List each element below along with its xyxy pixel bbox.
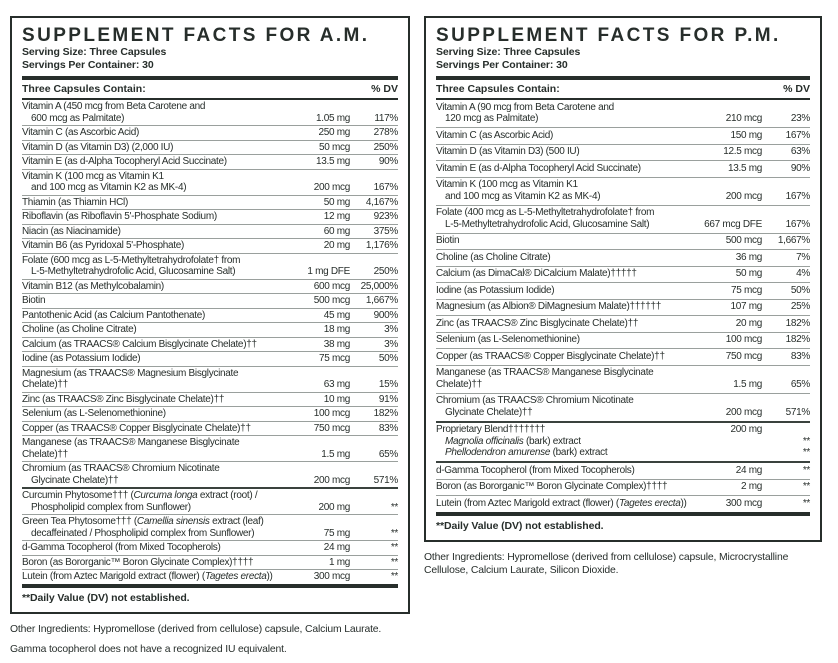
ingredient-name: Vitamin E (as d-Alpha Tocopheryl Acid Succinate) [22, 156, 227, 167]
ingredient-dv: 23% [790, 113, 810, 124]
table-row [22, 461, 398, 487]
ingredient-name: Vitamin B6 (as Pyridoxal 5'-Phosphate) [22, 240, 185, 251]
ingredient-dv: 1,667% [365, 295, 398, 306]
ingredient-dv: 923% [373, 211, 398, 222]
table-row [22, 308, 398, 323]
ingredient-name: Iodine (as Potassium Iodide) [22, 353, 141, 364]
ingredient-amount: 75 mg [323, 527, 350, 539]
table-row [436, 205, 810, 233]
ingredient-amount: 50 mg [323, 196, 350, 208]
ingredient-amount: 12 mg [323, 211, 350, 222]
pm-contain-label: Three Capsules Contain: [436, 83, 560, 95]
ingredient-dv: 1,176% [365, 240, 398, 251]
ingredient-name: Folate (600 mcg as L-5-Methyltetrahydrofolate† from L-5-Methyltetrahydrofolic Acid, Glucosamine Salt) [22, 254, 241, 277]
am-serving-size: Serving Size: Three Capsules [22, 46, 167, 58]
ingredient-name: Vitamin C (as Ascorbic Acid) [436, 129, 554, 141]
ingredient-amount: 45 mg [323, 309, 350, 321]
ingredient-dv: 167% [373, 182, 398, 193]
ingredient-amount: 210 mcg [725, 113, 762, 124]
table-row [436, 421, 810, 462]
pm-other-ingredients-notes [424, 551, 822, 577]
ingredient-dv: 4% [796, 268, 810, 279]
ingredient-name: Manganese (as TRAACS® Manganese Bisglycinate Chelate)†† [436, 367, 654, 390]
table-row [22, 540, 398, 555]
ingredient-amount: 13.5 mg [727, 162, 762, 174]
ingredient-amount: 1 mg [328, 556, 350, 568]
ingredient-name: Lutein (from Aztec Marigold extract (flower) (Tagetes erecta)) [436, 497, 687, 509]
table-row [22, 279, 398, 294]
table-row [22, 406, 398, 421]
ingredient-amount: 200 mg [730, 424, 762, 435]
table-row [22, 421, 398, 436]
ingredient-name: Vitamin D (as Vitamin D3) (2,000 IU) [22, 141, 174, 153]
ingredient-amount: 75 mcg [731, 284, 762, 296]
ingredient-name: Manganese (as TRAACS® Manganese Bisglycinate Chelate)†† [22, 437, 240, 460]
ingredient-amount: 300 mcg [313, 571, 350, 582]
ingredient-amount: 24 mg [735, 464, 762, 476]
table-row [22, 351, 398, 366]
ingredient-name: Iodine (as Potassium Iodide) [436, 284, 555, 296]
table-row [22, 293, 398, 308]
ingredient-dv: 182% [785, 317, 810, 329]
ingredient-dv: 167% [785, 129, 810, 141]
am-servings-per-container: Servings Per Container: 30 [22, 59, 154, 71]
ingredient-amount: 200 mcg [725, 406, 762, 418]
table-row [22, 569, 398, 584]
pm-servings-per-container: Servings Per Container: 30 [436, 59, 568, 71]
ingredient-amount: 200 mg [318, 501, 350, 513]
ingredient-dv: 117% [374, 112, 398, 124]
ingredient-name: Vitamin K (100 mcg as Vitamin K1 and 100 mcg as Vitamin K2 as MK-4) [22, 170, 187, 193]
ingredient-dv: 375% [373, 225, 398, 237]
ingredient-dv: 250% [373, 266, 398, 277]
ingredient-name: Riboflavin (as Riboflavin 5'-Phosphate Sodium) [22, 211, 217, 222]
ingredient-name: Vitamin K (100 mcg as Vitamin K1 and 100 mcg as Vitamin K2 as MK-4) [436, 179, 601, 202]
table-row [22, 392, 398, 407]
ingredient-name: Thiamin (as Thiamin HCl) [22, 196, 128, 208]
ingredient-name: Green Tea Phytosome††† (Camellia sinensis extract (leaf) decaffeinated / Phospholipid complex from Sunflower) [22, 516, 264, 539]
ingredient-amount: 100 mcg [725, 334, 762, 345]
ingredient-dv: 571% [785, 406, 810, 418]
ingredient-dv: ** [802, 497, 810, 509]
table-row [22, 224, 398, 239]
table-row [22, 555, 398, 570]
table-row [436, 249, 810, 266]
ingredient-dv: ** [390, 542, 398, 553]
am-table-header [22, 76, 398, 100]
ingredient-name: Folate (400 mcg as L-5-Methyltetrahydrofolate† from L-5-Methyltetrahydrofolic Acid, Glucosamine Salt) [436, 207, 655, 230]
table-row [22, 337, 398, 352]
table-row [436, 479, 810, 496]
ingredient-dv: 900% [373, 309, 398, 321]
ingredient-name: Niacin (as Niacinamide) [22, 225, 121, 237]
table-row [22, 169, 398, 195]
table-row [22, 514, 398, 540]
table-row [436, 365, 810, 393]
ingredient-name: Vitamin A (450 mcg from Beta Carotene and 600 mcg as Palmitate) [22, 101, 206, 124]
table-row [22, 209, 398, 224]
ingredient-name: Boron (as Bororganic™ Boron Glycinate Complex)†††† [436, 481, 668, 492]
ingredient-amount: 1.05 mg [315, 112, 350, 124]
ingredient-dv: 250% [373, 141, 398, 153]
ingredient-dv: 4,167% [365, 196, 398, 208]
ingredient-amount: 300 mcg [725, 497, 762, 509]
table-row [436, 177, 810, 205]
table-row [22, 100, 398, 125]
ingredient-dv: 65% [378, 448, 398, 460]
ingredient-dv: 25% [790, 301, 810, 312]
ingredient-amount: 200 mcg [725, 190, 762, 202]
ingredient-amount: 1 mg DFE [307, 266, 350, 277]
pm-supplement-facts-box [424, 16, 822, 542]
table-row [436, 461, 810, 479]
table-row [436, 100, 810, 127]
ingredient-name: Phellodendron amurense (bark) extract [445, 447, 608, 458]
am-dv-column-header: % DV [371, 83, 398, 95]
ingredient-amount: 24 mg [323, 542, 350, 553]
ingredient-dv: 63% [790, 146, 810, 157]
pm-table-header [436, 76, 810, 100]
ingredient-amount: 750 mcg [725, 350, 762, 362]
ingredient-dv: 15% [378, 379, 398, 390]
ingredient-dv: 90% [790, 162, 810, 174]
ingredient-dv: 278% [373, 127, 398, 138]
ingredient-name: Choline (as Choline Citrate) [436, 251, 551, 263]
ingredient-amount: 10 mg [323, 393, 350, 405]
table-row [22, 195, 398, 210]
ingredient-name: Selenium (as L-Selenomethionine) [22, 408, 166, 419]
table-row [436, 127, 810, 144]
ingredient-amount: 60 mg [323, 225, 350, 237]
ingredient-name: Magnesium (as TRAACS® Magnesium Bisglycinate Chelate)†† [22, 367, 239, 390]
table-row [22, 140, 398, 155]
ingredient-amount: 100 mcg [313, 408, 350, 419]
ingredient-dv: 83% [790, 350, 810, 362]
table-row [436, 144, 810, 161]
table-row [436, 160, 810, 177]
pm-panel-column [424, 16, 822, 584]
pm-dv-column-header: % DV [783, 83, 810, 95]
ingredient-name: Zinc (as TRAACS® Zinc Bisglycinate Chelate)†† [22, 393, 225, 405]
ingredient-amount: 20 mg [323, 240, 350, 251]
pm-serving-size: Serving Size: Three Capsules [436, 46, 581, 58]
ingredient-name: Copper (as TRAACS® Copper Bisglycinate Chelate)†† [436, 350, 665, 362]
ingredient-amount: 1.5 mg [321, 448, 350, 460]
table-row [436, 299, 810, 316]
table-row [436, 348, 810, 365]
ingredient-name: Selenium (as L-Selenomethionine) [436, 334, 580, 345]
ingredient-amount: 107 mg [730, 301, 762, 312]
ingredient-dv: 7% [796, 251, 810, 263]
ingredient-dv: 50% [790, 284, 810, 296]
ingredient-amount: 667 mcg DFE [704, 218, 762, 230]
ingredient-name: Biotin [436, 235, 460, 246]
ingredient-dv: ** [390, 527, 398, 539]
ingredient-amount: 200 mcg [313, 182, 350, 193]
ingredient-dv: 91% [378, 393, 398, 405]
ingredient-dv: ** [802, 464, 810, 476]
ingredient-dv: 167% [785, 190, 810, 202]
table-row [436, 233, 810, 250]
ingredient-name: Magnesium (as Albion® DiMagnesium Malate)†††††† [436, 301, 662, 312]
ingredient-amount: 250 mg [318, 127, 350, 138]
ingredient-dv: 182% [373, 408, 398, 419]
ingredient-amount: 150 mg [730, 129, 762, 141]
ingredient-dv: 182% [785, 334, 810, 345]
ingredient-name: Calcium (as TRAACS® Calcium Bisglycinate Chelate)†† [22, 338, 257, 350]
ingredient-name: Lutein (from Aztec Marigold extract (flower) (Tagetes erecta)) [22, 571, 273, 582]
ingredient-name: Vitamin B12 (as Methylcobalamin) [22, 280, 164, 292]
table-row [22, 125, 398, 140]
ingredient-dv: 83% [378, 422, 398, 434]
table-row [22, 253, 398, 279]
table-row [436, 282, 810, 299]
am-ingredient-rows [22, 100, 398, 584]
ingredient-name: Chromium (as TRAACS® Chromium Nicotinate Glycinate Chelate)†† [22, 463, 220, 486]
ingredient-name: Vitamin C (as Ascorbic Acid) [22, 127, 140, 138]
ingredient-amount: 13.5 mg [315, 156, 350, 167]
ingredient-amount: 2 mg [740, 481, 762, 492]
am-panel-title: SUPPLEMENT FACTS FOR A.M. [22, 25, 370, 46]
ingredient-name: Vitamin D (as Vitamin D3) (500 IU) [436, 146, 580, 157]
ingredient-dv: ** [390, 556, 398, 568]
ingredient-name: Curcumin Phytosome††† (Curcuma longa extract (root) / Phospholipid complex from Sunflower) [22, 490, 258, 513]
ingredient-amount: 36 mg [735, 251, 762, 263]
ingredient-amount: 600 mcg [313, 280, 350, 292]
ingredient-dv: 90% [378, 156, 398, 167]
table-row [22, 154, 398, 169]
ingredient-name: Magnolia officinalis (bark) extract [445, 435, 581, 447]
ingredient-name: d-Gamma Tocopherol (from Mixed Tocopherols) [436, 464, 635, 476]
pm-dv-footnote: **Daily Value (DV) not established. [436, 512, 810, 536]
am-supplement-facts-box [10, 16, 410, 614]
ingredient-dv: ** [390, 571, 398, 582]
ingredient-amount: 500 mcg [725, 235, 762, 246]
ingredient-dv: ** [802, 435, 810, 447]
ingredient-amount: 18 mg [323, 324, 350, 335]
ingredient-dv: 50% [378, 353, 398, 364]
other-ingredients-note: Other Ingredients: Hypromellose (derived from cellulose) capsule, Microcrystalline Cellulose, Calcium Laurate, Silicon Dioxide. [424, 551, 789, 576]
ingredient-dv: ** [390, 501, 398, 513]
ingredient-amount: 20 mg [735, 317, 762, 329]
ingredient-dv: 167% [785, 218, 810, 230]
ingredient-amount: 200 mcg [313, 474, 350, 486]
table-row [436, 495, 810, 512]
table-row [436, 315, 810, 332]
ingredient-amount: 38 mg [323, 338, 350, 350]
ingredient-dv: 25,000% [360, 280, 398, 292]
ingredient-amount: 50 mg [735, 268, 762, 279]
ingredient-name: Copper (as TRAACS® Copper Bisglycinate Chelate)†† [22, 422, 251, 434]
am-panel-column [10, 16, 410, 663]
ingredient-dv: ** [802, 447, 810, 458]
table-row [22, 238, 398, 253]
table-row [436, 393, 810, 421]
ingredient-dv: ** [802, 481, 810, 492]
ingredient-amount: 63 mg [323, 379, 350, 390]
am-contain-label: Three Capsules Contain: [22, 83, 146, 95]
ingredient-amount: 12.5 mcg [723, 146, 762, 157]
table-row [22, 366, 398, 392]
other-ingredients-note: Gamma tocopherol does not have a recognized IU equivalent. [10, 643, 287, 655]
ingredient-dv: 571% [373, 474, 398, 486]
table-row [22, 322, 398, 337]
ingredient-amount: 50 mcg [319, 141, 350, 153]
pm-panel-title: SUPPLEMENT FACTS FOR P.M. [436, 25, 781, 46]
ingredient-name: Vitamin A (90 mcg from Beta Carotene and 120 mcg as Palmitate) [436, 101, 614, 124]
ingredient-name: d-Gamma Tocopherol (from Mixed Tocopherols) [22, 542, 221, 553]
ingredient-amount: 750 mcg [313, 422, 350, 434]
other-ingredients-note: Other Ingredients: Hypromellose (derived from cellulose) capsule, Calcium Laurate. [10, 623, 382, 635]
ingredient-dv: 3% [384, 324, 398, 335]
pm-ingredient-rows [436, 100, 810, 512]
ingredient-amount: 500 mcg [313, 295, 350, 306]
table-row [22, 435, 398, 461]
table-row [436, 266, 810, 283]
ingredient-dv: 3% [384, 338, 398, 350]
ingredient-name: Chromium (as TRAACS® Chromium Nicotinate Glycinate Chelate)†† [436, 395, 634, 418]
am-dv-footnote: **Daily Value (DV) not established. [22, 584, 398, 608]
ingredient-name: Choline (as Choline Citrate) [22, 324, 137, 335]
ingredient-name: Proprietary Blend††††††† [436, 424, 545, 435]
ingredient-amount: 75 mcg [319, 353, 350, 364]
table-row [22, 487, 398, 514]
table-row [436, 332, 810, 349]
ingredient-name: Boron (as Bororganic™ Boron Glycinate Complex)†††† [22, 556, 254, 568]
ingredient-name: Biotin [22, 295, 46, 306]
ingredient-name: Vitamin E (as d-Alpha Tocopheryl Acid Succinate) [436, 162, 641, 174]
ingredient-name: Calcium (as DimaCal® DiCalcium Malate)††††† [436, 268, 637, 279]
ingredient-dv: 1,667% [777, 235, 810, 246]
ingredient-name: Zinc (as TRAACS® Zinc Bisglycinate Chelate)†† [436, 317, 639, 329]
ingredient-amount: 1.5 mg [733, 378, 762, 390]
ingredient-name: Pantothenic Acid (as Calcium Pantothenate) [22, 309, 206, 321]
ingredient-dv: 65% [790, 378, 810, 390]
